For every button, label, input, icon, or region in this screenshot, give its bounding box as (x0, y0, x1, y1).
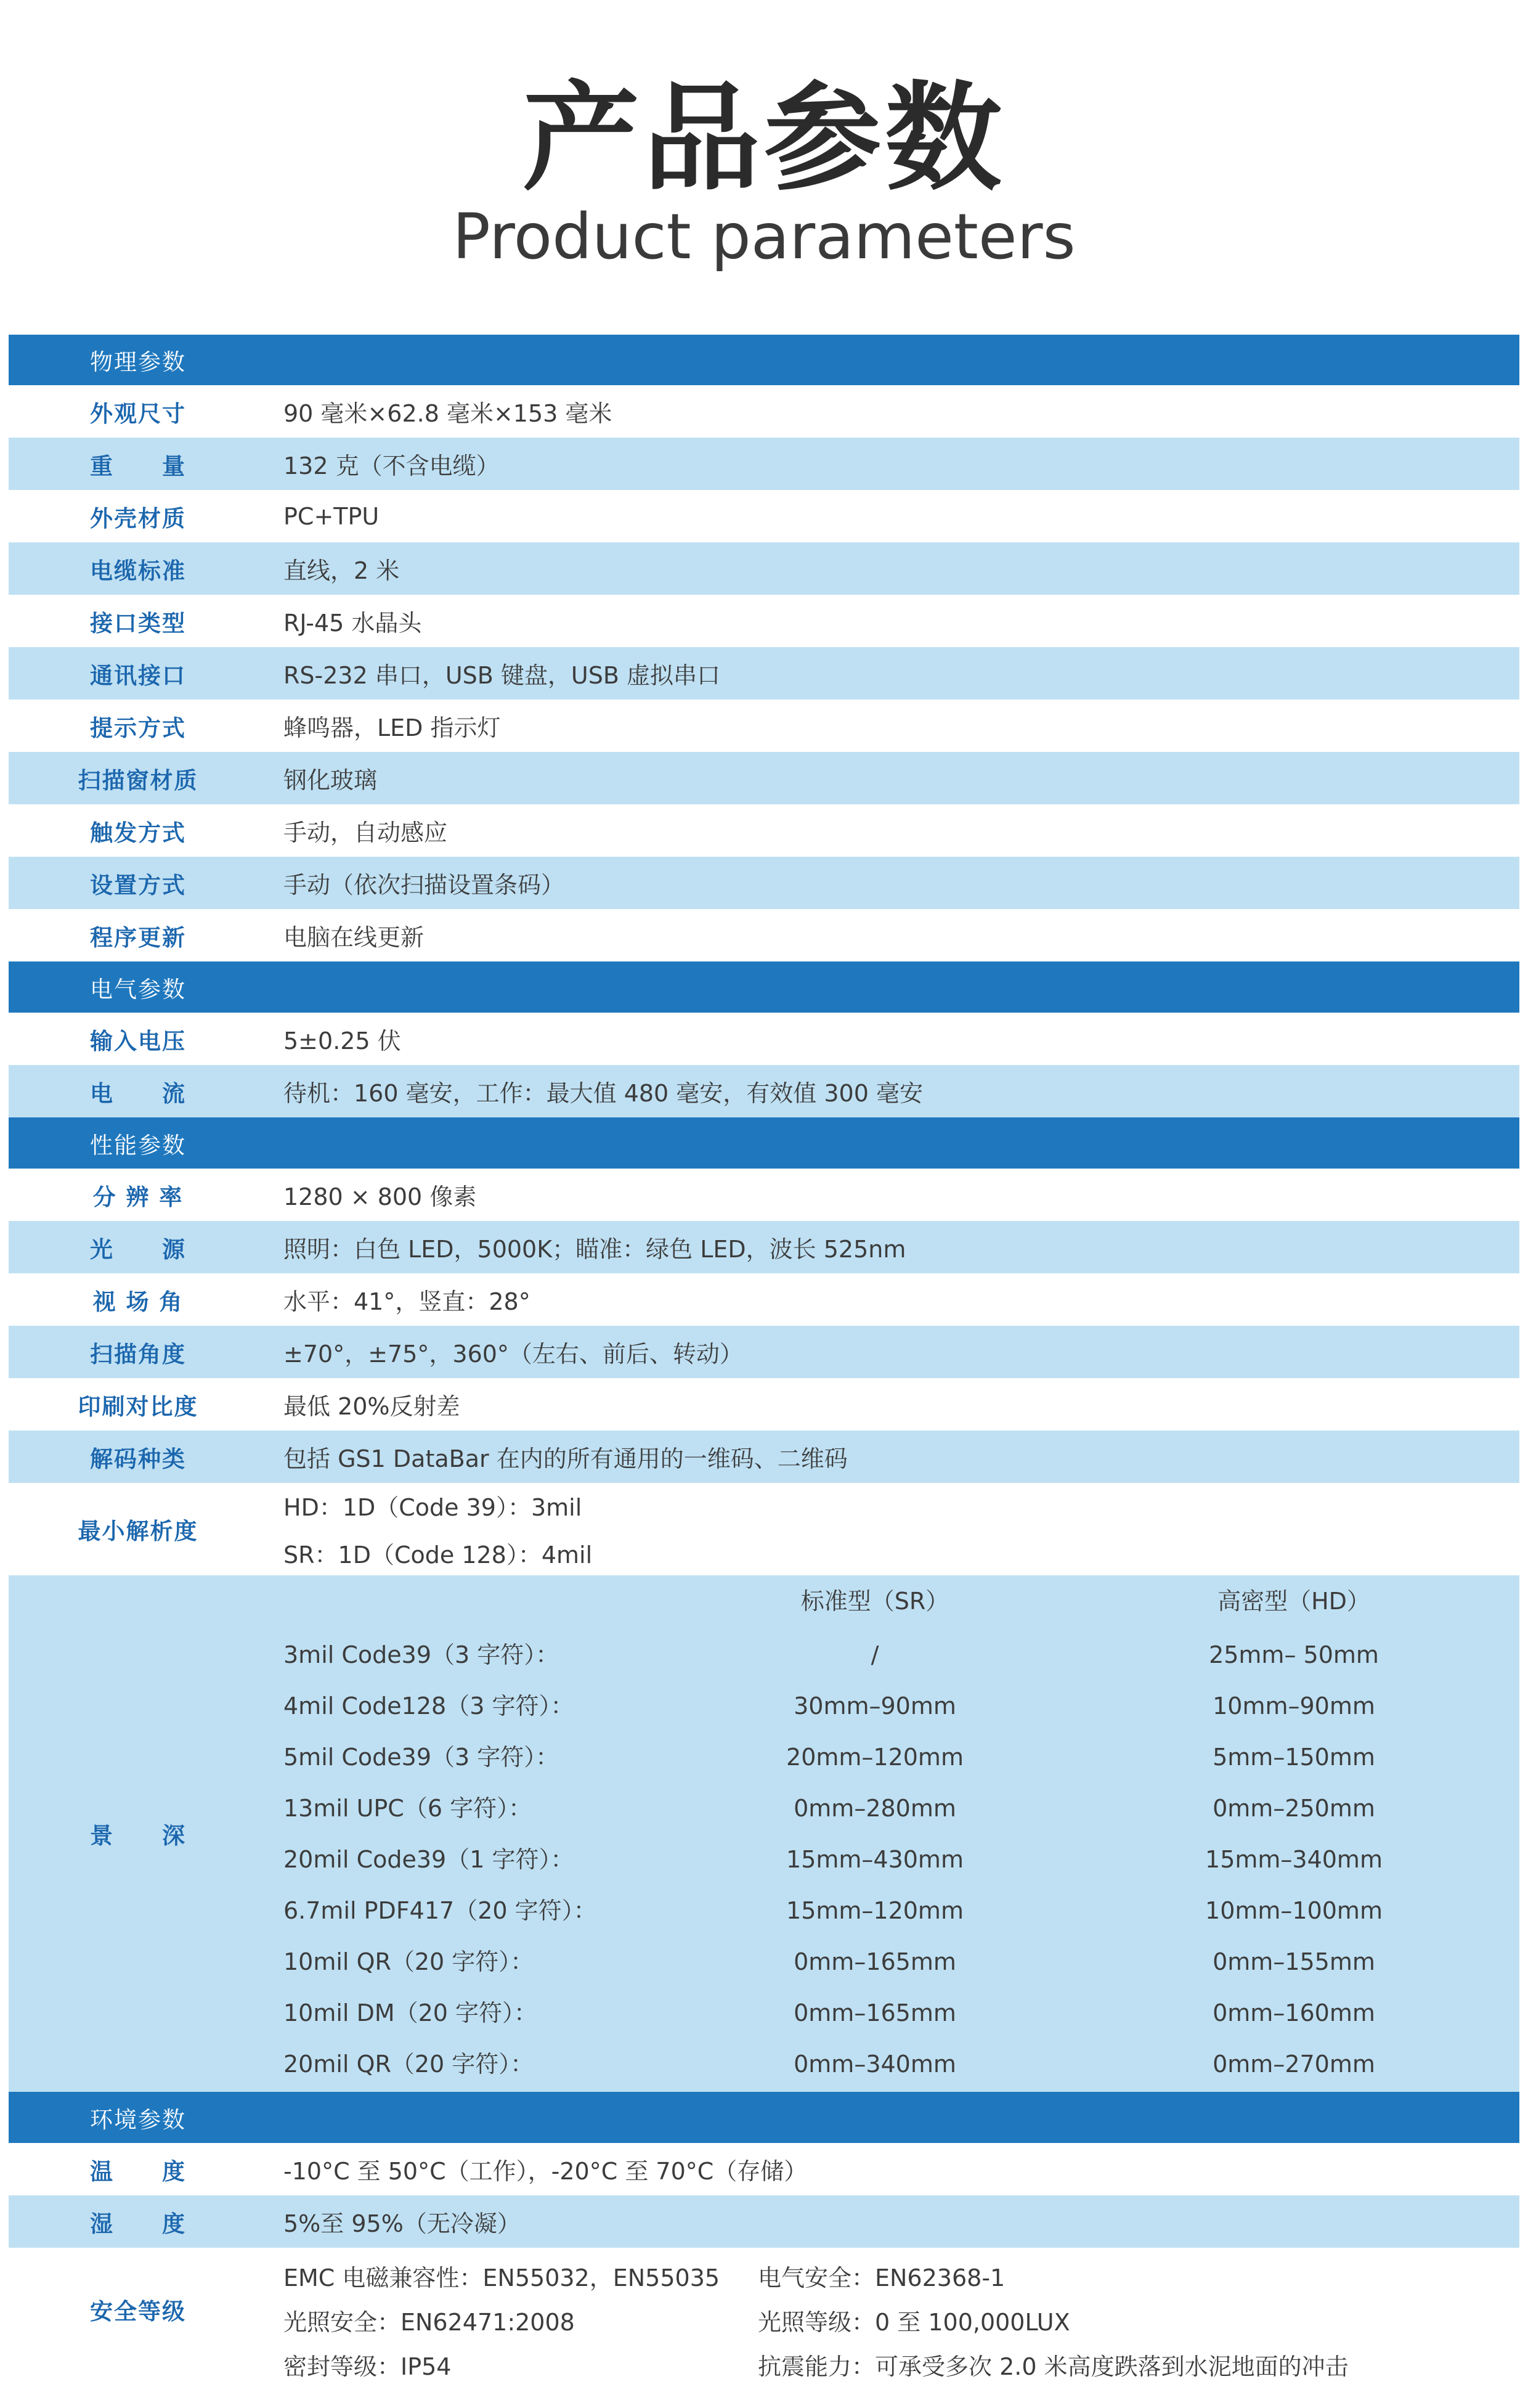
table-row (9, 1169, 1519, 1221)
dof-sr: 20mm–120mm (786, 1744, 964, 1771)
table-row-safety (9, 2248, 1519, 2408)
table-row (9, 700, 1519, 752)
safety-grid (283, 2248, 1519, 2408)
dof-code: 6.7mil PDF417（20 字符）： (283, 1897, 597, 1924)
row-label: 分 辨 率 (92, 1183, 184, 1210)
parameters-table (9, 335, 1519, 2408)
table-row (9, 2143, 1519, 2195)
page-subtitle: Product parameters (452, 200, 1076, 274)
dof-hd: 0mm–270mm (1213, 2051, 1375, 2078)
row-label: 外观尺寸 (90, 400, 186, 427)
dof-hd: 10mm–90mm (1213, 1692, 1375, 1720)
dof-code: 4mil Code128（3 字符）： (283, 1692, 574, 1720)
dof-hd: 15mm–340mm (1205, 1846, 1383, 1873)
row-value: RS-232 串口，USB 键盘，USB 虚拟串口 (283, 662, 721, 689)
table-row (9, 490, 1519, 542)
table-row (9, 1065, 1519, 1117)
page-header (0, 0, 1528, 333)
table-row (9, 438, 1519, 490)
row-value: 水平：41°，竖直：28° (283, 1288, 530, 1315)
table-row (9, 1013, 1519, 1065)
page-title: 产品参数 (522, 70, 1006, 206)
dof-code: 13mil UPC（6 字符）： (283, 1795, 532, 1822)
row-value: 电脑在线更新 (283, 924, 425, 951)
table-row (9, 752, 1519, 804)
safety-item: 光照安全：EN62471:2008 (283, 2309, 575, 2336)
safety-item: 抗震能力：可承受多次 2.0 米高度跌落到水泥地面的冲击 (758, 2353, 1349, 2380)
table-row (9, 2195, 1519, 2248)
row-value: 蜂鸣器，LED 指示灯 (283, 714, 501, 741)
section-label: 性能参数 (90, 1132, 186, 1159)
dof-header-row (283, 1575, 1519, 1627)
row-value: 最低 20%反射差 (283, 1393, 460, 1420)
row-value: 132 克（不含电缆） (283, 452, 500, 480)
row-label: 印刷对比度 (78, 1393, 198, 1420)
table-row (9, 857, 1519, 909)
dof-sr: / (871, 1641, 879, 1668)
row-label: 重 量 (90, 452, 186, 480)
dof-header-sr: 标准型（SR） (800, 1588, 949, 1615)
dof-sr: 0mm–165mm (794, 1999, 956, 2026)
dof-hd: 0mm–155mm (1213, 1948, 1375, 1975)
row-value: 1280 × 800 像素 (283, 1183, 477, 1210)
section-label: 环境参数 (90, 2106, 186, 2133)
dof-code: 5mil Code39（3 字符）： (283, 1744, 559, 1771)
dof-code: 20mil Code39（1 字符）： (283, 1846, 574, 1873)
dof-code: 10mil DM（20 字符）： (283, 1999, 538, 2026)
dof-hd: 5mm–150mm (1213, 1744, 1375, 1771)
section-label: 电气参数 (90, 976, 186, 1003)
table-row-min-resolution (9, 1483, 1519, 1575)
row-label: 程序更新 (90, 924, 186, 951)
row-label: 通讯接口 (90, 662, 186, 689)
dof-header-hd: 高密型（HD） (1217, 1588, 1370, 1615)
row-value: 手动（依次扫描设置条码） (283, 871, 565, 899)
dof-row (283, 1731, 1519, 1783)
row-label: 输入电压 (90, 1027, 186, 1055)
dof-sr: 0mm–280mm (794, 1795, 956, 1822)
row-label: 最小解析度 (78, 1518, 198, 1545)
row-label: 设置方式 (90, 871, 186, 899)
table-row (9, 385, 1519, 438)
section-label: 物理参数 (90, 349, 186, 375)
row-label: 湿 度 (90, 2210, 186, 2237)
dof-sr: 15mm–120mm (786, 1897, 964, 1924)
row-label: 温 度 (90, 2158, 186, 2185)
row-value: ±70°，±75°，360°（左右、前后、转动） (283, 1341, 743, 1368)
safety-item: EMC 电磁兼容性：EN55032，EN55035 (283, 2264, 720, 2292)
row-label: 光 源 (90, 1236, 186, 1263)
table-row (9, 1273, 1519, 1326)
row-value: RJ-45 水晶头 (283, 610, 422, 637)
dof-row (283, 1936, 1519, 1988)
dof-row (283, 1629, 1519, 1681)
row-value: 照明：白色 LED，5000K；瞄准：绿色 LED，波长 525nm (283, 1236, 906, 1263)
table-row (9, 647, 1519, 700)
row-value: 手动，自动感应 (283, 819, 448, 846)
dof-code: 20mil QR（20 字符）： (283, 2051, 534, 2078)
dof-row (283, 1680, 1519, 1732)
resolution-line: SR：1D（Code 128）：4mil (283, 1541, 593, 1569)
table-row-depth-of-field (9, 1575, 1519, 2092)
row-value: 包括 GS1 DataBar 在内的所有通用的一维码、二维码 (283, 1445, 848, 1472)
row-label: 解码种类 (90, 1445, 186, 1472)
row-label: 电缆标准 (90, 557, 186, 584)
dof-code: 10mil QR（20 字符）： (283, 1948, 534, 1975)
table-row (9, 1326, 1519, 1378)
dof-row (283, 1885, 1519, 1937)
dof-hd: 0mm–250mm (1213, 1795, 1375, 1822)
row-label: 扫描窗材质 (78, 767, 198, 794)
table-row (9, 1431, 1519, 1483)
dof-sr: 30mm–90mm (794, 1692, 956, 1720)
row-value: 待机：160 毫安，工作：最大值 480 毫安，有效值 300 毫安 (283, 1080, 923, 1107)
table-row (9, 595, 1519, 647)
row-label: 扫描角度 (90, 1341, 186, 1368)
table-row (9, 542, 1519, 595)
table-row (9, 909, 1519, 961)
row-value: PC+TPU (283, 502, 380, 530)
safety-item: 电气安全：EN62368-1 (758, 2264, 1006, 2292)
row-label: 电 流 (90, 1080, 186, 1107)
dof-row (283, 1987, 1519, 2039)
dof-hd: 10mm–100mm (1205, 1897, 1383, 1924)
row-value (283, 1483, 1519, 1575)
row-label: 外壳材质 (90, 505, 186, 532)
section-physical (9, 335, 1519, 385)
table-row (9, 1221, 1519, 1273)
row-label: 景 深 (90, 1822, 186, 1849)
resolution-line: HD：1D（Code 39）：3mil (283, 1494, 582, 1521)
depth-of-field-grid (283, 1575, 1519, 2092)
row-value: 90 毫米×62.8 毫米×153 毫米 (283, 400, 612, 427)
row-label: 视 场 角 (92, 1288, 184, 1315)
safety-item: 密封等级：IP54 (283, 2353, 452, 2380)
dof-sr: 15mm–430mm (786, 1846, 964, 1873)
dof-row (283, 2038, 1519, 2090)
row-value: 直线，2 米 (283, 557, 400, 584)
dof-sr: 0mm–165mm (794, 1948, 956, 1975)
row-value: 5±0.25 伏 (283, 1027, 401, 1055)
row-value: 5%至 95%（无冷凝） (283, 2210, 521, 2237)
section-environment (9, 2092, 1519, 2143)
row-label: 安全等级 (90, 2298, 186, 2325)
dof-row (283, 1834, 1519, 1885)
table-row (9, 1378, 1519, 1431)
dof-hd: 25mm– 50mm (1209, 1641, 1379, 1668)
row-value: 钢化玻璃 (283, 767, 378, 794)
row-label: 提示方式 (90, 714, 186, 741)
dof-row (283, 1782, 1519, 1834)
safety-item: 光照等级：0 至 100,000LUX (758, 2309, 1070, 2336)
table-row (9, 804, 1519, 857)
dof-hd: 0mm–160mm (1213, 1999, 1375, 2026)
dof-code: 3mil Code39（3 字符）： (283, 1641, 559, 1668)
row-label: 触发方式 (90, 819, 186, 846)
section-electrical (9, 961, 1519, 1013)
dof-sr: 0mm–340mm (794, 2051, 956, 2078)
row-label: 接口类型 (90, 610, 186, 637)
section-performance (9, 1117, 1519, 1169)
row-value: -10°C 至 50°C（工作），-20°C 至 70°C（存储） (283, 2158, 808, 2185)
